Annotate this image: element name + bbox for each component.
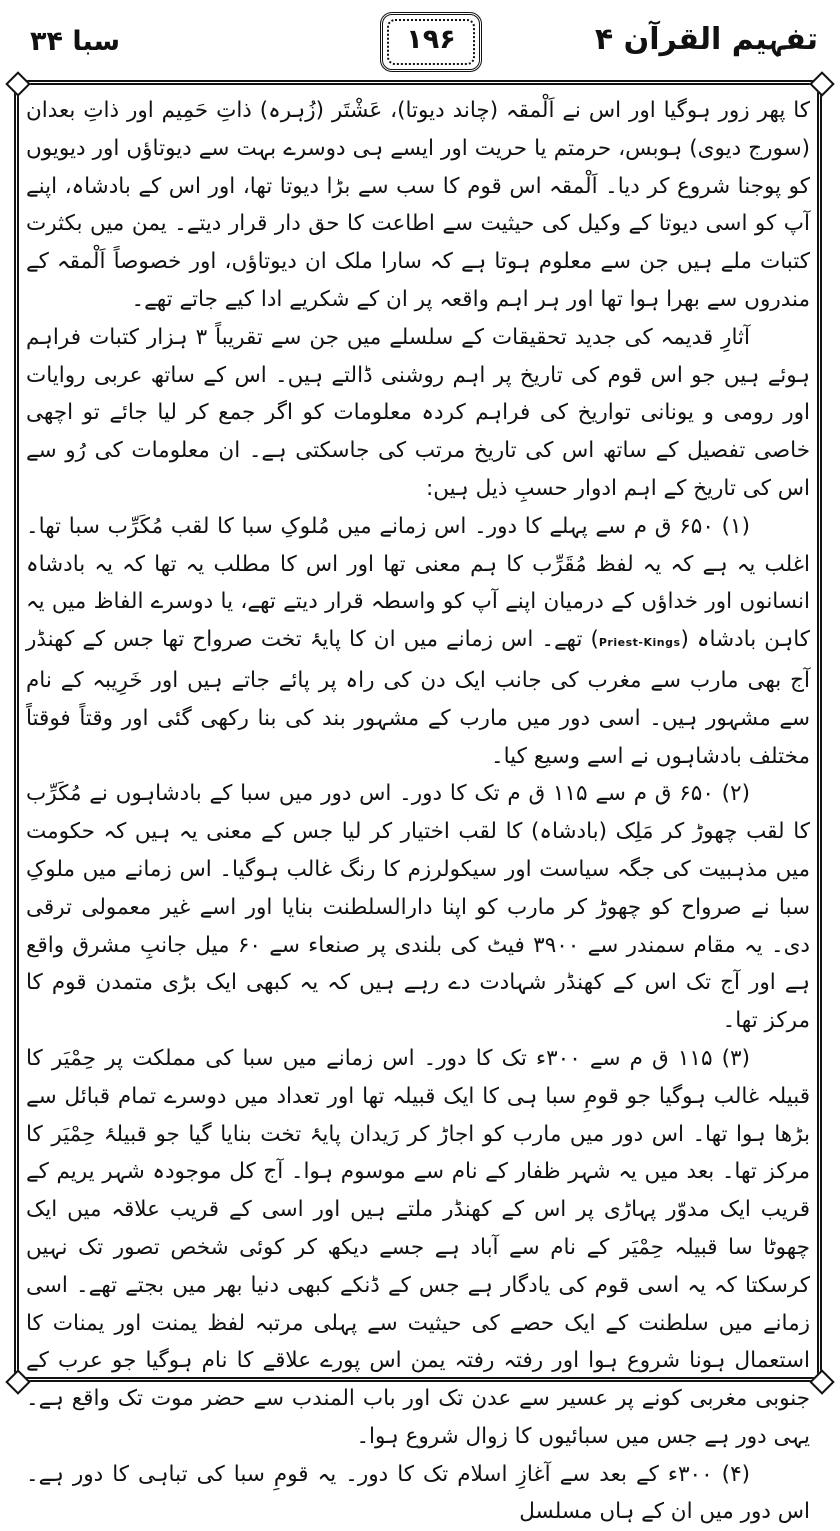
paragraph-period-2: (۲) ۶۵۰ ق م سے ۱۱۵ ق م تک کا دور۔ اس دور میں سبا کے بادشاہوں نے مُکَرِّب کا لقب چھوڑ کر مَلِک (بادشاہ) کا لقب اختیار کر لیا جس کے معنی یہ ہیں کہ حکومت میں مذہبیت کی جگہ سیاست اور سیکولرزم کا رنگ غالب ہوگیا۔ اس زمانے میں ملوکِ سبا نے صرواح کو چھوڑ کر مارب کو اپنا دارالسلطنت بنایا اور اسے غیر معمولی ترقی دی۔ یہ مقام سمندر سے ۳۹۰۰ فیٹ کی بلندی پر صنعاء سے ۶۰ میل جانبِ مشرق واقع ہے اور آج تک اس کے کھنڈر شہادت دے رہے ہیں کہ یہ کبھی ایک بڑی متمدن قوم کا مرکز تھا۔: [26, 781, 810, 1034]
page-number: ۱۹۶: [406, 24, 456, 55]
book-title: تفہیم القرآن ۴: [594, 22, 818, 57]
period-1-text-end: ) تھے۔ اس زمانے میں ان کا پایۂ تخت صرواح تھا جس کے کھنڈر آج بھی مارب سے مغرب کی جانب ایک دن کی راہ پر پائے جاتے ہیں اور خَرِیبہ کے نام سے مشہور ہیں۔ اسی دور میں مارب کے مشہور بند کی بنا رکھی گئی اور وقتاً فوقتاً مختلف بادشاہوں نے اسے وسیع کیا۔: [26, 627, 810, 769]
main-text: [26, 92, 810, 1531]
paragraph-archaeology: آثارِ قدیمہ کی جدید تحقیقات کے سلسلے میں جن سے تقریباً ۳ ہزار کتبات فراہم ہوئے ہیں جو اس قوم کی تاریخ پر اہم روشنی ڈالتے ہیں۔ اس کے ساتھ عربی روایات اور رومی و یونانی تواریخ کی فراہم کردہ معلومات کو اگر جمع کر لیا جائے تو اچھی خاصی تفصیل کے ساتھ اس کی تاریخ مرتب کی جاسکتی ہے۔ ان معلومات کی رُو سے اس کی تاریخ کے اہم ادوار حسبِ ذیل ہیں:: [26, 324, 810, 501]
page-number-badge: [380, 12, 482, 72]
page-header: [0, 0, 840, 70]
period-1-text-start: (۱) ۶۵۰ ق م سے پہلے کا دور۔ اس زمانے میں مُلوکِ سبا کا لقب مُکَرِّب سبا تھا۔ اغلب یہ ہے کہ یہ لفظ مُقَرِّب کا ہم معنی تھا اور اس کا مطلب یہ تھا کہ یہ بادشاہ انسانوں اور خداؤں کے درمیان اپنے آپ کو واسطہ قرار دیتے تھے، یا دوسرے الفاظ میں یہ کاہن بادشاہ (: [26, 513, 810, 653]
latin-term: Priest-Kings: [598, 636, 681, 650]
paragraph-deities: کا پھر زور ہوگیا اور اس نے اَلْمقہ (چاند دیوتا)، عَشْتَر (زُہرہ) ذاتِ حَمِیم اور ذاتِ بعدان (سورج دیوی) ہوبس، حرمتم یا حریت اور ایسے ہی دوسرے بہت سے دیوتاؤں اور دیویوں کو پوجنا شروع کر دیا۔ اَلْمقہ اس قوم کا سب سے بڑا دیوتا تھا، اور اس کے بادشاہ، اپنے آپ کو اسی دیوتا کے وکیل کی حیثیت سے اطاعت کا حق دار قرار دیتے۔ یمن میں بکثرت کتبات ملے ہیں جن سے معلوم ہوتا ہے کہ سارا ملک ان دیوتاؤں، اور خصوصاً اَلْمقہ کے مندروں سے بھرا ہوا تھا اور ہر اہم واقعہ پر ان کے شکریے ادا کیے جاتے تھے۔: [26, 98, 810, 312]
paragraph-period-1: [26, 508, 810, 776]
paragraph-period-3: (۳) ۱۱۵ ق م سے ۳۰۰ء تک کا دور۔ اس زمانے میں سبا کی مملکت پر حِمْیَر کا قبیلہ غالب ہوگیا جو قومِ سبا ہی کا ایک قبیلہ تھا اور تعداد میں دوسرے تمام قبائل سے بڑھا ہوا تھا۔ اس دور میں مارب کو اجاڑ کر رَیدان پایۂ تخت بنایا گیا جو قبیلۂ حِمْیَر کا مرکز تھا۔ بعد میں یہ شہر ظفار کے نام سے موسوم ہوا۔ آج کل موجودہ شہر یریم کے قریب ایک مدوّر پہاڑی پر اس کے کھنڈر ملتے ہیں اور اسی کے قریب علاقہ میں ایک چھوٹا سا قبیلہ حِمْیَر کے نام سے آباد ہے جسے دیکھ کر کوئی شخص تصور تک نہیں کرسکتا کہ یہ اسی قوم کی یادگار ہے جس کے ڈنکے کبھی دنیا بھر میں بجتے تھے۔ اسی زمانے میں سلطنت کے ایک حصے کی حیثیت سے پہلی مرتبہ لفظ یمنت اور یمنات کا استعمال ہونا شروع ہوا اور رفتہ رفتہ یمن اس پورے علاقے کا نام ہوگیا جو عرب کے جنوبی مغربی کونے پر عسیر سے عدن تک اور باب المندب سے حضر موت تک واقع ہے۔ یہی دور ہے جس میں سبائیوں کا زوال شروع ہوا۔: [26, 1045, 810, 1449]
paragraph-period-4: (۴) ۳۰۰ء کے بعد سے آغازِ اسلام تک کا دور۔ یہ قومِ سبا کی تباہی کا دور ہے۔ اس دور میں ان کے ہاں مسلسل: [26, 1461, 810, 1525]
surah-name: سبا ۳۴: [30, 26, 121, 57]
